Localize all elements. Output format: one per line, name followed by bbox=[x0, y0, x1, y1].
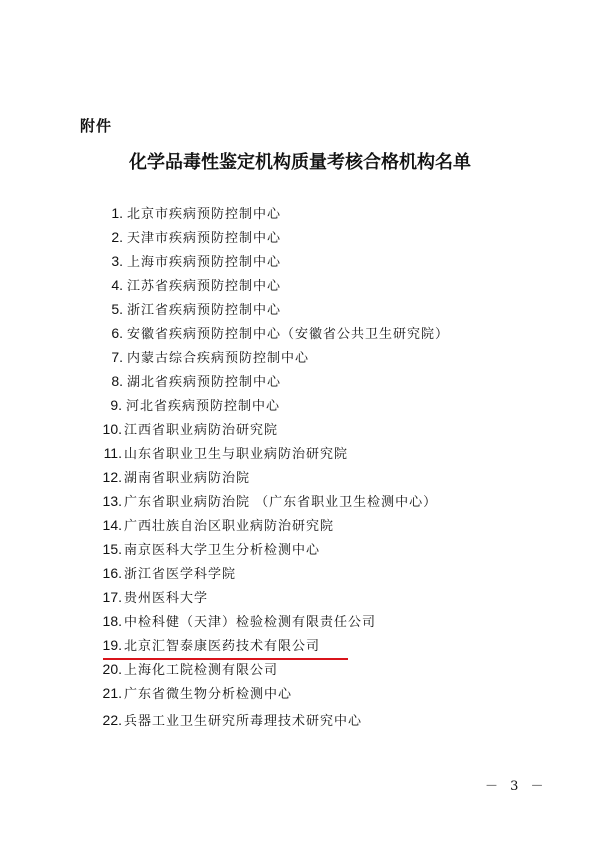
institution-name: 江苏省疾病预防控制中心 bbox=[127, 279, 282, 294]
item-number: 13. bbox=[102, 493, 122, 509]
item-number: 20. bbox=[102, 661, 122, 677]
item-number: 16. bbox=[102, 565, 122, 581]
item-number: 14. bbox=[102, 517, 122, 533]
institution-name: 上海化工院检测有限公司 bbox=[124, 663, 279, 678]
item-number: 3. bbox=[111, 253, 123, 269]
institution-name: 广西壮族自治区职业病防治研究院 bbox=[124, 519, 335, 534]
institution-name: 北京汇智泰康医药技术有限公司 bbox=[124, 639, 321, 654]
item-number: 9. bbox=[110, 397, 122, 413]
list-item bbox=[0, 227, 281, 247]
highlighted-list-item bbox=[0, 635, 320, 655]
item-number: 5. bbox=[111, 301, 123, 317]
item-number: 18. bbox=[102, 613, 122, 629]
list-item bbox=[0, 395, 280, 415]
list-item bbox=[0, 323, 449, 343]
list-item bbox=[0, 515, 334, 535]
list-item bbox=[0, 251, 281, 271]
document-title: 化学品毒性鉴定机构质量考核合格机构名单 bbox=[129, 152, 471, 173]
list-item bbox=[0, 587, 208, 607]
list-item bbox=[0, 539, 320, 559]
institution-name: 天津市疾病预防控制中心 bbox=[127, 231, 282, 246]
item-number: 17. bbox=[102, 589, 122, 605]
item-number: 7. bbox=[111, 349, 123, 365]
item-number: 12. bbox=[102, 469, 122, 485]
institution-name: 南京医科大学卫生分析检测中心 bbox=[124, 543, 321, 558]
institution-name: 浙江省医学科学院 bbox=[124, 567, 237, 582]
item-number: 6. bbox=[111, 325, 123, 341]
item-number: 1. bbox=[111, 205, 123, 221]
institution-name: 安徽省疾病预防控制中心（安徽省公共卫生研究院） bbox=[127, 327, 450, 342]
list-item bbox=[0, 491, 437, 511]
list-item bbox=[0, 299, 281, 319]
list-item bbox=[0, 371, 281, 391]
list-item bbox=[0, 563, 236, 583]
list-item bbox=[0, 275, 281, 295]
list-item bbox=[0, 659, 278, 679]
institution-name: 内蒙古综合疾病预防控制中心 bbox=[127, 351, 310, 366]
institution-name: 江西省职业病防治研究院 bbox=[124, 423, 279, 438]
item-number: 22. bbox=[102, 712, 122, 728]
item-number: 11. bbox=[103, 445, 122, 461]
institution-name: 北京市疾病预防控制中心 bbox=[127, 207, 282, 222]
list-item bbox=[0, 443, 348, 463]
institution-name: 贵州医科大学 bbox=[124, 591, 209, 606]
institution-name: 上海市疾病预防控制中心 bbox=[127, 255, 282, 270]
list-item bbox=[0, 683, 292, 703]
item-number: 10. bbox=[102, 421, 122, 437]
list-item bbox=[0, 611, 376, 631]
item-number: 19. bbox=[102, 637, 122, 653]
item-number: 8. bbox=[111, 373, 123, 389]
list-item bbox=[0, 203, 281, 223]
institution-name: 兵器工业卫生研究所毒理技术研究中心 bbox=[124, 714, 363, 729]
institution-name: 广东省微生物分析检测中心 bbox=[124, 687, 293, 702]
institution-name: 河北省疾病预防控制中心 bbox=[126, 399, 281, 414]
attachment-label: 附件 bbox=[80, 117, 113, 135]
item-number: 4. bbox=[111, 277, 123, 293]
institution-name: 山东省职业卫生与职业病防治研究院 bbox=[124, 447, 349, 462]
item-number: 2. bbox=[111, 229, 123, 245]
list-item bbox=[0, 347, 309, 367]
institution-name: 湖北省疾病预防控制中心 bbox=[127, 375, 282, 390]
item-number: 21. bbox=[102, 685, 122, 701]
institution-name: 浙江省疾病预防控制中心 bbox=[127, 303, 282, 318]
institution-name: 湖南省职业病防治院 bbox=[124, 471, 251, 486]
institution-name: 中检科健（天津）检验检测有限责任公司 bbox=[124, 615, 377, 630]
institution-name: 广东省职业病防治院 （广东省职业卫生检测中心） bbox=[124, 495, 438, 510]
item-number: 15. bbox=[102, 541, 122, 557]
list-item bbox=[0, 710, 362, 730]
list-item bbox=[0, 467, 250, 487]
list-item bbox=[0, 419, 278, 439]
page-number: － 3 － bbox=[485, 779, 548, 794]
